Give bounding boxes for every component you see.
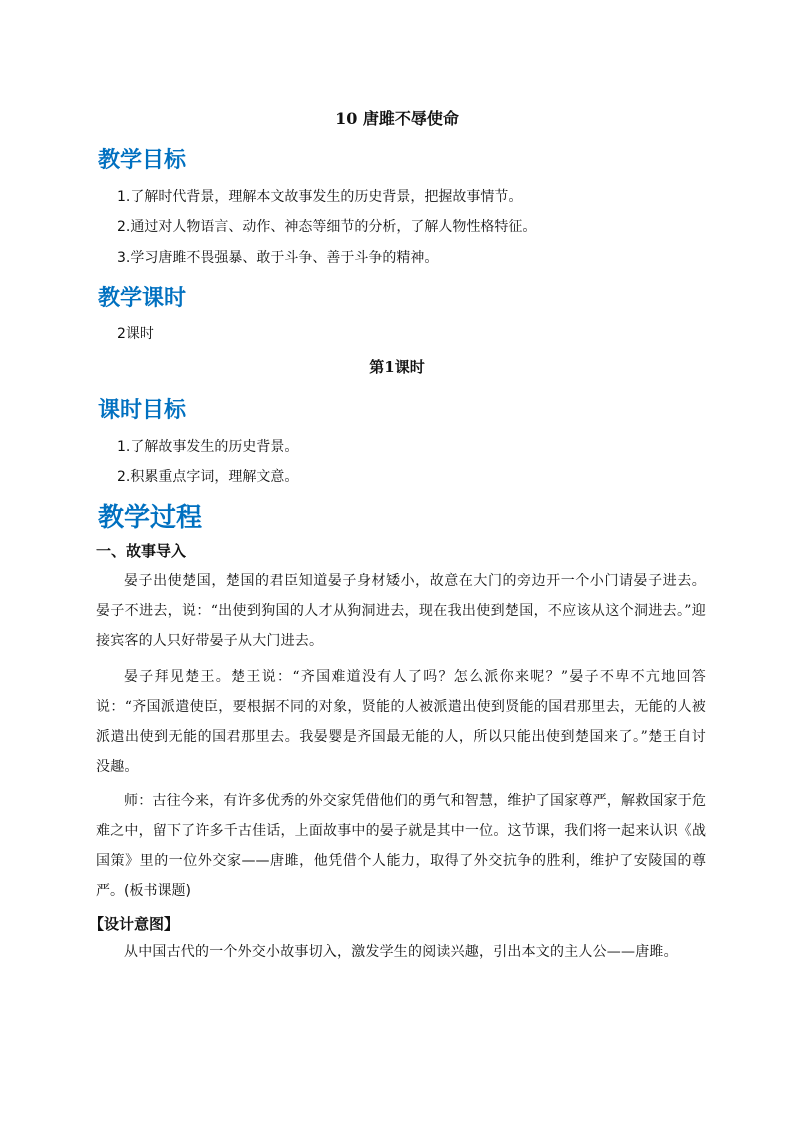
section-story-intro: 一、故事导入 <box>96 542 187 560</box>
lesson-goals-heading: 课时目标 <box>98 398 187 423</box>
teaching-process-heading: 教学过程 <box>98 503 203 533</box>
teaching-hours-value: 2课时 <box>117 326 154 342</box>
goal-item-2: 2.通过对人物语言、动作、神态等细节的分析，了解人物性格特征。 <box>117 219 537 235</box>
teaching-hours-heading: 教学课时 <box>98 286 187 311</box>
teaching-goals-heading: 教学目标 <box>98 148 187 173</box>
lesson-goal-item-1: 1.了解故事发生的历史背景。 <box>117 439 299 455</box>
goal-item-1: 1.了解时代背景，理解本文故事发生的历史背景，把握故事情节。 <box>117 189 523 205</box>
story-paragraph-1: 晏子出使楚国，楚国的君臣知道晏子身材矮小，故意在大门的旁边开一个小门请晏子进去。晏子不进去，说：“出使到狗国的人才从狗洞进去，现在我出使到楚国，不应该从这个洞进去。”迎接宾客的人只好带晏子从大门进去。 <box>96 573 706 649</box>
story-paragraph-2: 晏子拜见楚王。楚王说：“齐国难道没有人了吗？怎么派你来呢？”晏子不卑不亢地回答说：“齐国派遣使臣，要根据不同的对象，贤能的人被派遣出使到贤能的国君那里去，无能的人被派遣出使到无能的国君那里去。我晏婴是齐国最无能的人，所以只能出使到楚国来了。”楚王自讨没趣。 <box>96 669 706 775</box>
design-intent-label: 【设计意图】 <box>89 915 180 933</box>
lesson-1-title: 第1课时 <box>369 358 425 376</box>
lesson-goal-item-2: 2.积累重点字词，理解文意。 <box>117 469 299 485</box>
teacher-paragraph: 师：古往今来，有许多优秀的外交家凭借他们的勇气和智慧，维护了国家尊严，解救国家于危难之中，留下了许多千古佳话，上面故事中的晏子就是其中一位。这节课，我们将一起来认识《战国策》里的一位外交家——唐雎，他凭借个人能力，取得了外交抗争的胜利，维护了安陵国的尊严。(板书课题) <box>96 793 706 899</box>
goal-item-3: 3.学习唐雎不畏强暴、敢于斗争、善于斗争的精神。 <box>117 250 439 266</box>
document-title: 10 唐雎不辱使命 <box>335 109 459 128</box>
design-intent-text: 从中国古代的一个外交小故事切入，激发学生的阅读兴趣，引出本文的主人公——唐雎。 <box>124 944 678 960</box>
